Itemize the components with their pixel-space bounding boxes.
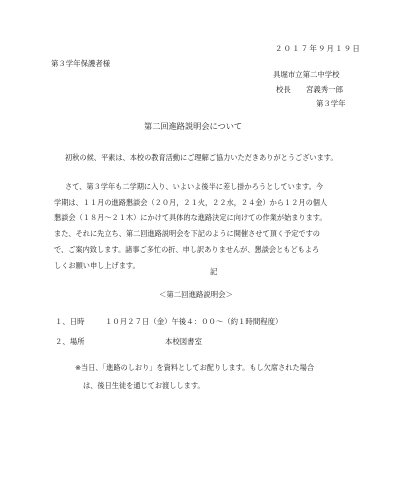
datetime-label: １、日時 [55,317,85,326]
note-block [75,359,365,395]
location-label: ２、場所 [55,337,85,346]
note-line: は、後日生徒を通じてお渡しします。 [83,381,205,390]
item-datetime [55,317,282,327]
sender-school: 具堀市立第二中学校 [273,70,340,79]
greeting-paragraph: 初秋の候、平素は、本校の教育活動にご理解ご協力いただきありがとうございます。 [65,153,338,162]
sender-principal [276,85,343,95]
letter-date: ２０１７年９月１９日 [275,44,361,53]
paragraph-line: さて、第３学年も二学期に入り、いよいよ後半に差し掛かろうとしています。今 [65,182,324,191]
sender-grade: 第３学年 [316,99,346,108]
note-line: ※当日、「進路のしおり」を資料としてお配りします。もし欠席された場合 [75,363,315,372]
section-title: ＜第二回進路説明会＞ [159,290,233,299]
datetime-value: １０月２７日（金）午後４：００〜（約１時間程度） [105,317,283,326]
letter-title: 第二回進路説明会について [144,121,243,131]
paragraph-line: 懇談会（１８月〜２１木）にかけて具体的な進路決定に向けての作業が始まります。 [54,213,327,223]
paragraph-line: 学期は、１１月の進路懇談会（２０月，２１火，２２水，２４金）から１２月の個人 [54,197,328,207]
main-paragraph [54,179,366,273]
paragraph-line: で、ご案内致します。諸事ご多忙の折、申し訳ありませんが、懇談会ともどもよろ [54,244,320,254]
ki-marker: 記 [210,267,218,276]
addressee: 第３学年保護者様 [51,59,111,68]
location-value: 本校図書室 [165,337,202,346]
paragraph-line: また、それに先立ち、第二回進路説明会を下記のように開催させて頂く予定ですの [54,229,320,239]
principal-role: 校長 [276,85,291,94]
paragraph-line: しくお願い申し上げます。 [54,260,140,270]
item-location [55,337,202,347]
principal-name: 宮義秀一郎 [306,85,343,94]
